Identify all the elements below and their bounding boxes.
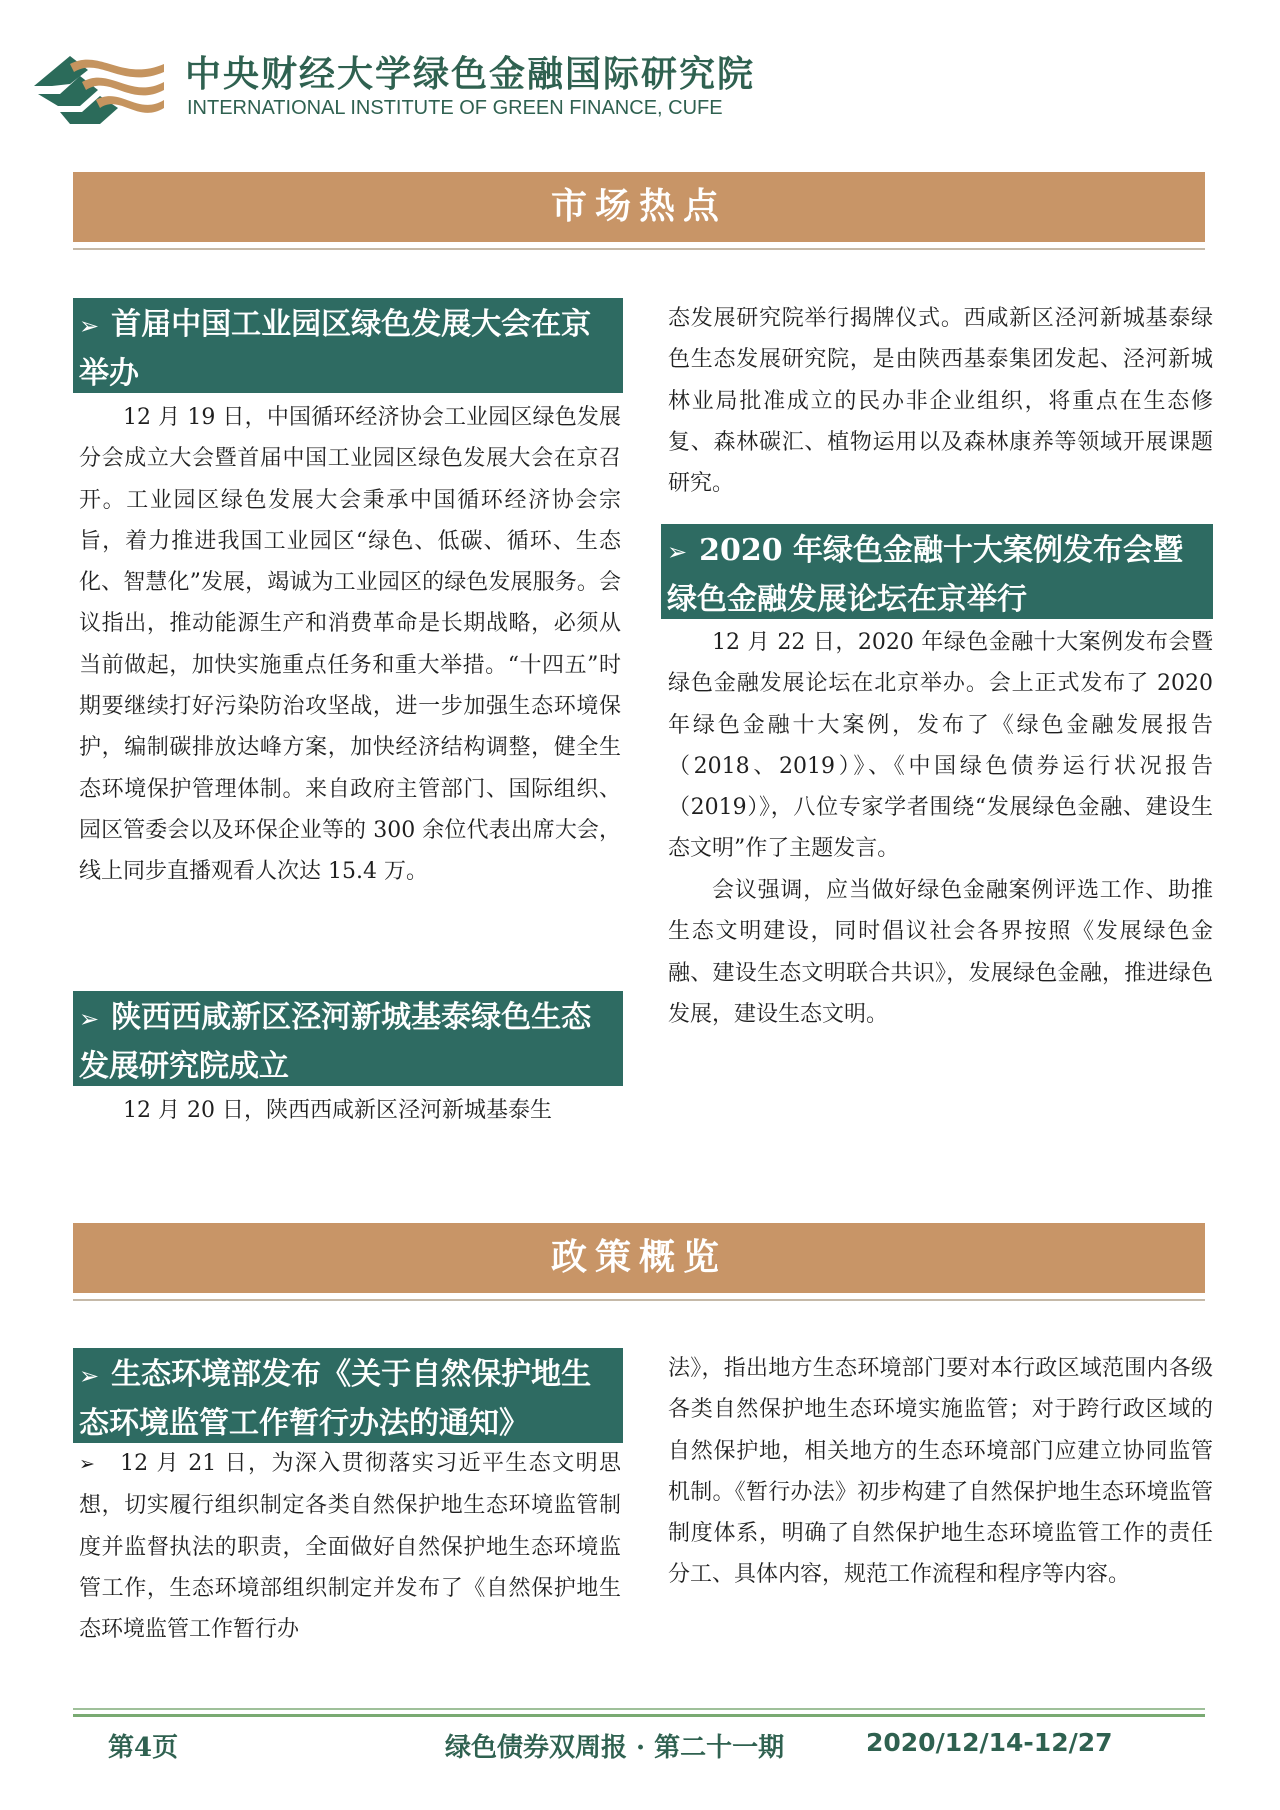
section-banner-policy: 政策概览 [73, 1223, 1205, 1293]
article-title: 2020 年绿色金融十大案例发布会暨绿色金融发展论坛在京举行 [667, 533, 1184, 617]
article-title: 首届中国工业园区绿色发展大会在京举办 [79, 307, 592, 391]
arrow-icon: ➢ [79, 1362, 100, 1390]
article-body: 12 月 19 日，中国循环经济协会工业园区绿色发展分会成立大会暨首届中国工业园区绿色发展大会在京召开。工业园区绿色发展大会秉承中国循环经济协会宗旨，着力推进我国工业园区“绿色、低碳、循环、生态化、智慧化”发展，竭诚为工业园区的绿色发展服务。会议指出，推动能源生产和消费革命是长期战略，必须从当前做起，加快实施重点任务和重大举措。“十四五”时期要继续打好污染防治攻坚战，进一步加强生态环境保护，编制碳排放达峰方案，加快经济结构调整，健全生态环境保护管理体制。来自政府主管部门、国际组织、园区管委会以及环保企业等的 300 余位代表出席大会，线上同步直播观看人次达 15.4 万。 [79, 405, 621, 885]
article-body-continued: 法》，指出地方生态环境部门要对本行政区域范围内各级各类自然保护地生态环境实施监管；对于跨行政区域的自然保护地，相关地方的生态环境部门应建立协同监管机制。《暂行办法》初步构建了自然保护地生态环境监管制度体系，明确了自然保护地生态环境监管工作的责任分工、具体内容，规范工作流程和程序等内容。 [668, 1356, 1213, 1588]
article-heading [73, 991, 623, 1086]
article-body: 会议强调，应当做好绿色金融案例评选工作、助推生态文明建设，同时倡议社会各界按照《发展绿色金融、建设生态文明联合共识》，发展绿色金融，推进绿色发展，建设生态文明。 [668, 878, 1213, 1027]
arrow-icon: ➢ [79, 1005, 100, 1033]
article-body: 12 月 20 日，陕西西咸新区泾河新城基泰生 [123, 1098, 552, 1123]
institute-name-en: INTERNATIONAL INSTITUTE OF GREEN FINANCE, CUFE [187, 97, 723, 119]
article-heading [661, 524, 1213, 619]
institute-name-cn: 中央财经大学绿色金融国际研究院 [185, 54, 756, 95]
article-body [79, 1443, 621, 1650]
issue-date-range: 2020/12/14-12/27 [866, 1728, 1113, 1757]
article-body-text: 12 月 21 日，为深入贯彻落实习近平生态文明思想，切实履行组织制定各类自然保护地生态环境监管制度并监督执法的职责，全面做好自然保护地生态环境监管工作，生态环境部组织制定并发布了《自然保护地生态环境监管工作暂行办 [79, 1451, 621, 1643]
footer-divider [73, 1708, 1205, 1710]
article-body: 12 月 22 日，2020 年绿色金融十大案例发布会暨绿色金融发展论坛在北京举办。会上正式发布了 2020 年绿色金融十大案例，发布了《绿色金融发展报告（2018、2019）》、《中国绿色债券运行状况报告（2019）》，八位专家学者围绕“发展绿色金融、建设生态文明”作了主题发言。 [668, 630, 1213, 862]
article-title: 生态环境部发布《关于自然保护地生态环境监管工作暂行办法的通知》 [79, 1357, 592, 1441]
iigf-logo [30, 46, 168, 128]
arrow-icon: ➢ [667, 538, 688, 566]
page-header [30, 38, 830, 128]
footer-divider [73, 1714, 1205, 1717]
article-heading [73, 1348, 623, 1443]
arrow-icon: ➢ [79, 312, 100, 340]
article-body-continued: 态发展研究院举行揭牌仪式。西咸新区泾河新城基泰绿色生态发展研究院，是由陕西基泰集团发起、泾河新城林业局批准成立的民办非企业组织，将重点在生态修复、森林碳汇、植物运用以及森林康养等领域开展课题研究。 [668, 306, 1213, 497]
section-banner-market: 市场热点 [73, 172, 1205, 242]
banner-divider [73, 248, 1205, 250]
article-title: 陕西西咸新区泾河新城基泰绿色生态发展研究院成立 [79, 1000, 592, 1084]
article-heading [73, 298, 623, 393]
publication-title: 绿色债券双周报 · 第二十一期 [445, 1733, 785, 1763]
arrow-icon: ➢ [79, 1453, 95, 1475]
banner-divider [73, 1299, 1205, 1301]
page-number: 第4页 [108, 1733, 179, 1763]
